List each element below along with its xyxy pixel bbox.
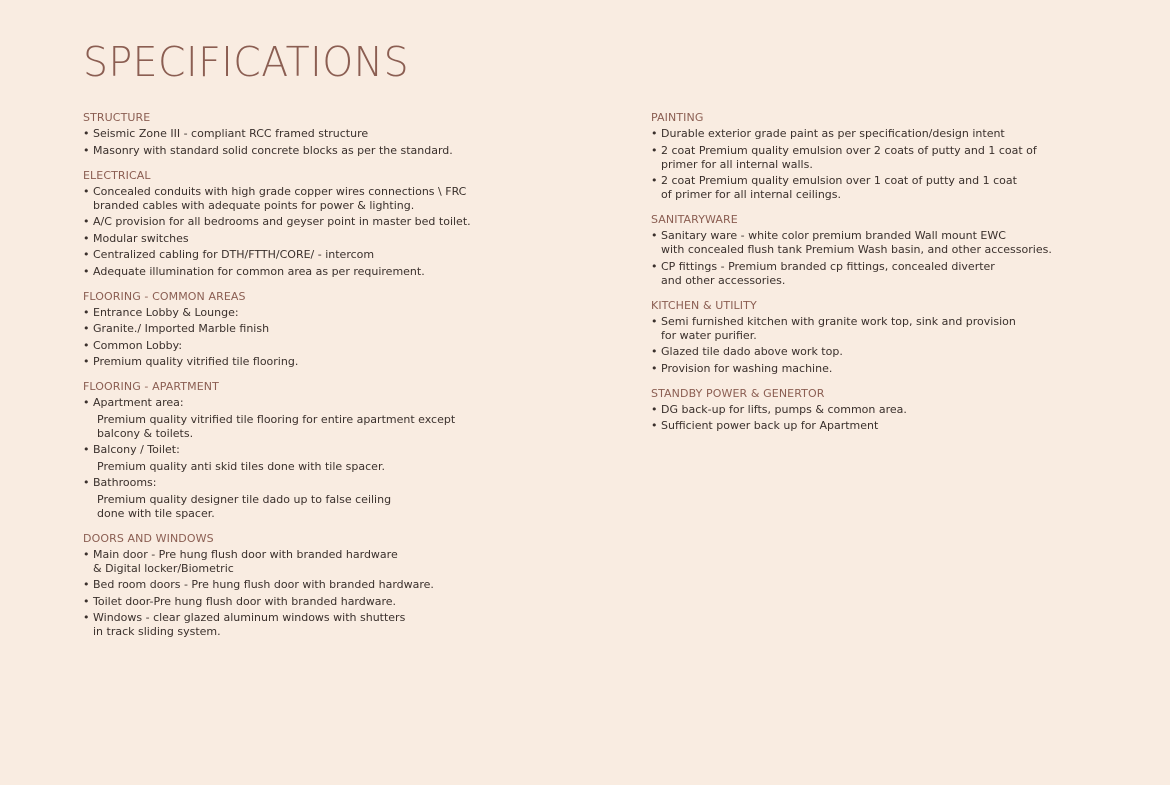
right-column xyxy=(651,111,1131,444)
bullet-icon: • xyxy=(651,419,658,432)
bullet-icon: • xyxy=(83,143,90,157)
list-item xyxy=(83,127,563,141)
section-title: STANDBY POWER & GENERTOR xyxy=(651,386,825,400)
spec-list xyxy=(651,315,1131,376)
list-item xyxy=(651,362,1131,376)
list-item xyxy=(83,578,563,592)
list-item xyxy=(83,443,563,457)
list-item xyxy=(651,229,1131,257)
bullet-icon: • xyxy=(83,396,90,409)
item-text: Modular switches xyxy=(93,231,189,245)
bullet-icon: • xyxy=(651,402,658,416)
item-text: 2 coat Premium quality emulsion over 2 coats of putty and 1 coat of primer for all internal walls. xyxy=(661,143,1037,171)
spec-list xyxy=(83,396,563,521)
list-item xyxy=(83,248,563,262)
spec-list xyxy=(651,403,1131,434)
item-text: Bathrooms: xyxy=(93,476,157,489)
item-text: Adequate illumination for common area as per requirement. xyxy=(93,264,425,278)
list-item xyxy=(83,355,563,369)
item-text: Entrance Lobby & Lounge: xyxy=(93,305,239,319)
spec-list xyxy=(83,306,563,370)
section-title: FLOORING - COMMON AREAS xyxy=(83,289,246,303)
list-item xyxy=(651,345,1131,359)
bullet-icon: • xyxy=(83,338,90,352)
page-title: SPECIFICATIONS xyxy=(83,38,410,86)
list-item xyxy=(83,265,563,279)
bullet-icon: • xyxy=(83,215,90,228)
spec-list xyxy=(83,548,563,640)
item-text: Bed room doors - Pre hung flush door with branded hardware. xyxy=(93,578,434,591)
bullet-icon: • xyxy=(83,322,90,335)
bullet-icon: • xyxy=(651,229,658,242)
left-column xyxy=(83,111,563,650)
item-text: Common Lobby: xyxy=(93,338,183,352)
item-text: Glazed tile dado above work top. xyxy=(661,345,843,358)
spec-list xyxy=(651,229,1131,288)
list-item xyxy=(651,419,1131,433)
section-title: FLOORING - APARTMENT xyxy=(83,380,219,393)
list-item xyxy=(651,144,1131,172)
spec-section xyxy=(83,380,563,521)
bullet-icon: • xyxy=(83,355,90,368)
item-text: Masonry with standard solid concrete blocks as per the standard. xyxy=(93,143,453,157)
item-text: Granite./ Imported Marble finish xyxy=(93,322,270,335)
bullet-icon: • xyxy=(651,361,658,375)
section-title: ELECTRICAL xyxy=(83,168,151,182)
list-item xyxy=(651,260,1131,288)
item-text: CP fittings - Premium branded cp fittings, concealed diverter and other accessories. xyxy=(661,259,995,287)
item-text: Provision for washing machine. xyxy=(661,361,833,375)
list-item xyxy=(651,174,1131,202)
list-item xyxy=(83,306,563,320)
item-text: 2 coat Premium quality emulsion over 1 coat of putty and 1 coat of primer for all internal ceilings. xyxy=(661,174,1017,201)
bullet-icon: • xyxy=(83,127,90,140)
item-text: Premium quality vitrified tile flooring. xyxy=(93,355,299,368)
section-title: PAINTING xyxy=(651,111,704,124)
list-item xyxy=(83,339,563,353)
item-text: Durable exterior grade paint as per specification/design intent xyxy=(661,127,1005,140)
bullet-icon: • xyxy=(83,611,90,624)
spec-list xyxy=(83,185,563,279)
item-text: Sanitary ware - white color premium branded Wall mount EWC with concealed flush tank Premium Wash basin, and other accessories. xyxy=(661,229,1052,256)
list-item xyxy=(83,215,563,229)
list-item xyxy=(651,403,1131,417)
spec-section xyxy=(651,111,1131,202)
list-item xyxy=(651,315,1131,343)
spec-section xyxy=(83,290,563,370)
list-item xyxy=(83,185,563,213)
bullet-icon: • xyxy=(651,345,658,358)
item-detail: Premium quality designer tile dado up to false ceiling done with tile spacer. xyxy=(97,492,392,520)
item-text: DG back-up for lifts, pumps & common area. xyxy=(661,402,907,416)
bullet-icon: • xyxy=(83,594,90,608)
item-text: Toilet door-Pre hung flush door with branded hardware. xyxy=(93,594,397,608)
item-text: Sufficient power back up for Apartment xyxy=(661,419,879,432)
list-item xyxy=(83,548,563,576)
item-text: Main door - Pre hung flush door with branded hardware & Digital locker/Biometric xyxy=(93,547,398,575)
bullet-icon: • xyxy=(83,264,90,278)
section-title: STRUCTURE xyxy=(83,111,151,124)
spec-list xyxy=(651,127,1131,202)
bullet-icon: • xyxy=(83,547,90,561)
item-text: A/C provision for all bedrooms and geyser point in master bed toilet. xyxy=(93,215,471,228)
item-text: Balcony / Toilet: xyxy=(93,443,180,456)
item-text: Windows - clear glazed aluminum windows with shutters in track sliding system. xyxy=(93,611,406,638)
bullet-icon: • xyxy=(651,143,658,157)
item-detail: Premium quality anti skid tiles done with tile spacer. xyxy=(97,459,385,473)
spec-list xyxy=(83,127,563,158)
bullet-icon: • xyxy=(83,476,90,489)
bullet-icon: • xyxy=(83,443,90,456)
section-title: KITCHEN & UTILITY xyxy=(651,298,757,312)
item-text: Seismic Zone III - compliant RCC framed structure xyxy=(93,127,369,140)
bullet-icon: • xyxy=(83,305,90,319)
item-text: Semi furnished kitchen with granite work top, sink and provision for water purifier. xyxy=(661,314,1016,342)
list-item xyxy=(651,127,1131,141)
item-text: Centralized cabling for DTH/FTTH/CORE/ - intercom xyxy=(93,248,375,261)
spec-section xyxy=(651,387,1131,434)
spec-section xyxy=(651,213,1131,288)
section-title: SANITARYWARE xyxy=(651,213,738,226)
list-item xyxy=(83,476,563,490)
bullet-icon: • xyxy=(83,578,90,591)
bullet-icon: • xyxy=(651,127,658,140)
spec-section xyxy=(83,169,563,279)
spec-section xyxy=(83,111,563,158)
list-item xyxy=(83,144,563,158)
bullet-icon: • xyxy=(651,259,658,273)
bullet-icon: • xyxy=(83,184,90,198)
list-item xyxy=(83,611,563,639)
item-detail: Premium quality vitrified tile flooring for entire apartment except balcony & toilets. xyxy=(97,412,456,440)
spec-section xyxy=(651,299,1131,376)
bullet-icon: • xyxy=(83,231,90,245)
list-item xyxy=(83,595,563,609)
bullet-icon: • xyxy=(83,248,90,261)
list-item xyxy=(83,322,563,336)
section-title: DOORS AND WINDOWS xyxy=(83,531,214,545)
bullet-icon: • xyxy=(651,314,658,328)
list-item xyxy=(83,396,563,410)
bullet-icon: • xyxy=(651,174,658,187)
spec-section xyxy=(83,532,563,640)
item-text: Concealed conduits with high grade copper wires connections \ FRC branded cables with adequate points for power & lighting. xyxy=(93,184,467,212)
item-text: Apartment area: xyxy=(93,396,184,409)
list-item xyxy=(83,232,563,246)
